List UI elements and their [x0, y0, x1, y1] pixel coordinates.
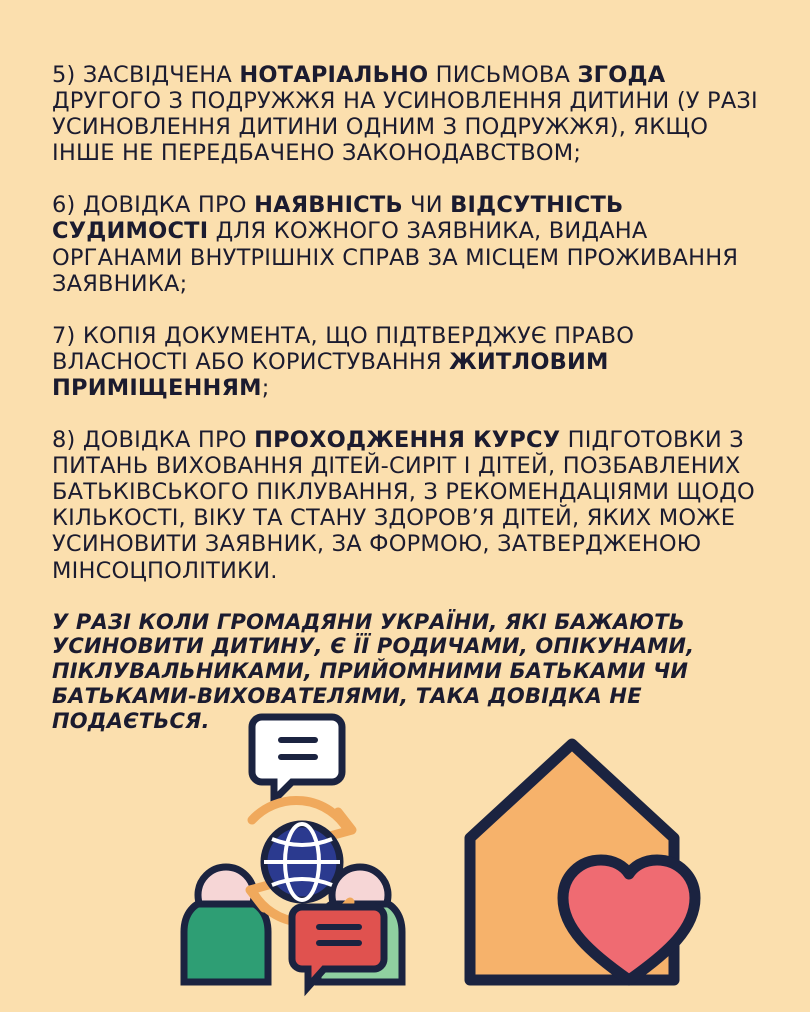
text-run: У РАЗІ КОЛИ ГРОМАДЯНИ УКРАЇНИ, ЯКІ БАЖАЮТЬ УСИНОВИТИ ДИТИНУ, Є ЇЇ РОДИЧАМИ, ОПІКУНАМИ, ПІКЛУВАЛЬНИКАМИ, ПРИЙОМНИМИ БАТЬКАМИ ЧИ БАТЬКАМИ-ВИХОВАТЕЛЯМИ, ТАКА ДОВІДКА НЕ ПОДАЄТЬСЯ. [52, 609, 695, 733]
text-run-bold: ПРОХОДЖЕННЯ КУРСУ [254, 427, 561, 454]
globe-icon [264, 824, 340, 900]
text-run: 5) ЗАСВІДЧЕНА [52, 62, 240, 88]
text-run: ЧИ [402, 192, 451, 219]
text-run: ДЛЯ КОЖНОГО ЗАЯВНИКА, ВИДАНА ОРГАНАМИ ВНУТРІШНІХ СПРАВ ЗА МІСЦЕМ ПРОЖИВАННЯ ЗАЯВНИКА; [52, 218, 739, 297]
text-run-bold: ЖИТЛОВИМ ПРИМІЩЕННЯМ [52, 348, 609, 401]
paragraph-item-7 [52, 323, 758, 401]
text-run-bold: ВІДСУТНІСТЬ СУДИМОСТІ [52, 192, 624, 245]
text-run: 7) КОПІЯ ДОКУМЕНТА, ЩО ПІДТВЕРДЖУЄ ПРАВО ВЛАСНОСТІ АБО КОРИСТУВАННЯ [52, 322, 635, 375]
text-run: 6) ДОВІДКА ПРО [52, 192, 255, 219]
paragraph-item-5 [52, 62, 758, 166]
text-run: ; [261, 374, 270, 401]
text-run: ДРУГОГО З ПОДРУЖЖЯ НА УСИНОВЛЕННЯ ДИТИНИ (У РАЗІ УСИНОВЛЕННЯ ДИТИНИ ОДНИМ З ПОДРУЖЖЯ), ЯКЩО ІНШЕ НЕ ПЕРЕДБАЧЕНО ЗАКОНОДАВСТВОМ; [52, 88, 758, 167]
text-run-bold: НОТАРІАЛЬНО [239, 62, 429, 88]
text-run: 8) ДОВІДКА ПРО [52, 427, 255, 454]
text-run: ПІДГОТОВКИ З ПИТАНЬ ВИХОВАННЯ ДІТЕЙ-СИРІТ І ДІТЕЙ, ПОЗБАВЛЕНИХ БАТЬКІВСЬКОГО ПІКЛУВАННЯ, З РЕКОМЕНДАЦІЯМИ ЩОДО КІЛЬКОСТІ, ВІКУ ТА СТАНУ ЗДОРОВ’Я ДІТЕЙ, ЯКИХ МОЖЕ УСИНОВИТИ ЗАЯВНИК, ЗА ФОРМОЮ, ЗАТВЕРДЖЕНОЮ МІНСОЦПОЛІТИКИ. [52, 427, 755, 584]
speech-bubble-icon [252, 717, 342, 800]
paragraph-item-8 [52, 427, 758, 584]
text-run-bold: НАЯВНІСТЬ [254, 192, 403, 219]
paragraph-item-6 [52, 192, 758, 296]
text-run-bold: ЗГОДА [577, 62, 666, 88]
text-run: ПИСЬМОВА [428, 62, 578, 88]
adoption-family-home-illustration [0, 712, 810, 1012]
